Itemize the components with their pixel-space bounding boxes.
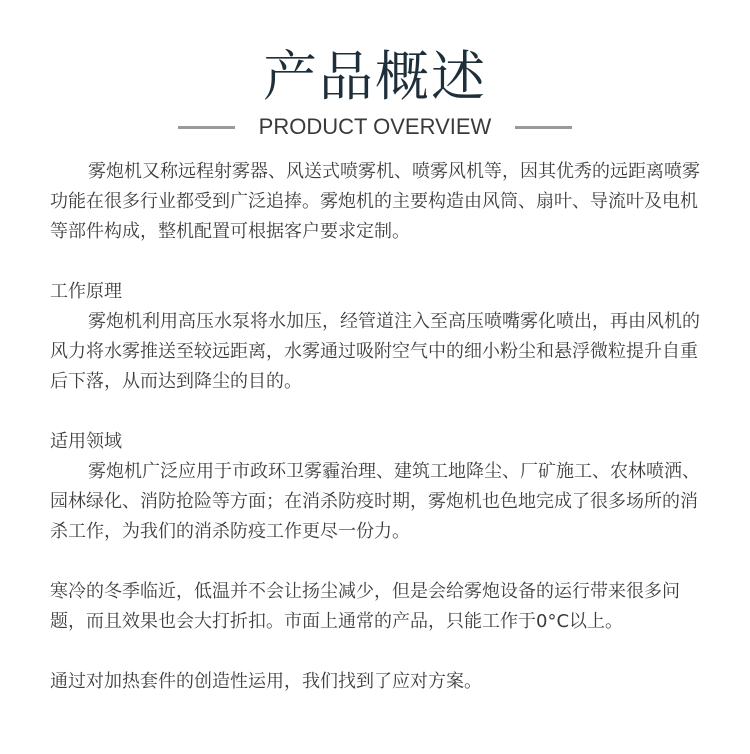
principle-heading: 工作原理 [50,281,122,302]
solution-paragraph: 通过对加热套件的创造性运用，我们找到了应对方案。 [50,671,482,692]
section-gap [50,547,700,577]
page-subtitle: PRODUCT OVERVIEW [258,114,492,139]
section-gap [50,247,700,277]
principle-paragraph: 雾炮机利用高压水泵将水加压，经管道注入至高压喷嘴雾化喷出，再由风机的风力将水雾推送至较远距离，水雾通过吸附空气中的细小粉尘和悬浮微粒提升自重后下落，从而达到降尘的目的。 [50,311,700,392]
winter-paragraph: 寒冷的冬季临近，低温并不会让扬尘减少，但是会给雾炮设备的运行带来很多问题，而且效果也会大打折扣。市面上通常的产品，只能工作于0°C以上。 [50,581,680,632]
subtitle-row [0,112,750,142]
application-heading: 适用领域 [50,431,122,452]
intro-paragraph: 雾炮机又称远程射雾器、风送式喷雾机、喷雾风机等，因其优秀的远距离喷雾功能在很多行业都受到广泛追捧。雾炮机的主要构造由风筒、扇叶、导流叶及电机等部件构成，整机配置可根据客户要求定制。 [50,161,700,242]
article-body [50,157,700,697]
section-gap [50,637,700,667]
application-paragraph: 雾炮机广泛应用于市政环卫雾霾治理、建筑工地降尘、厂矿施工、农林喷洒、园林绿化、消防抢险等方面；在消杀防疫时期，雾炮机也色地完成了很多场所的消杀工作，为我们的消杀防疫工作更尽一份力。 [50,461,700,542]
page-header [0,0,750,150]
page-title: 产品概述 [263,45,487,108]
section-gap [50,397,700,427]
right-divider [515,126,572,129]
